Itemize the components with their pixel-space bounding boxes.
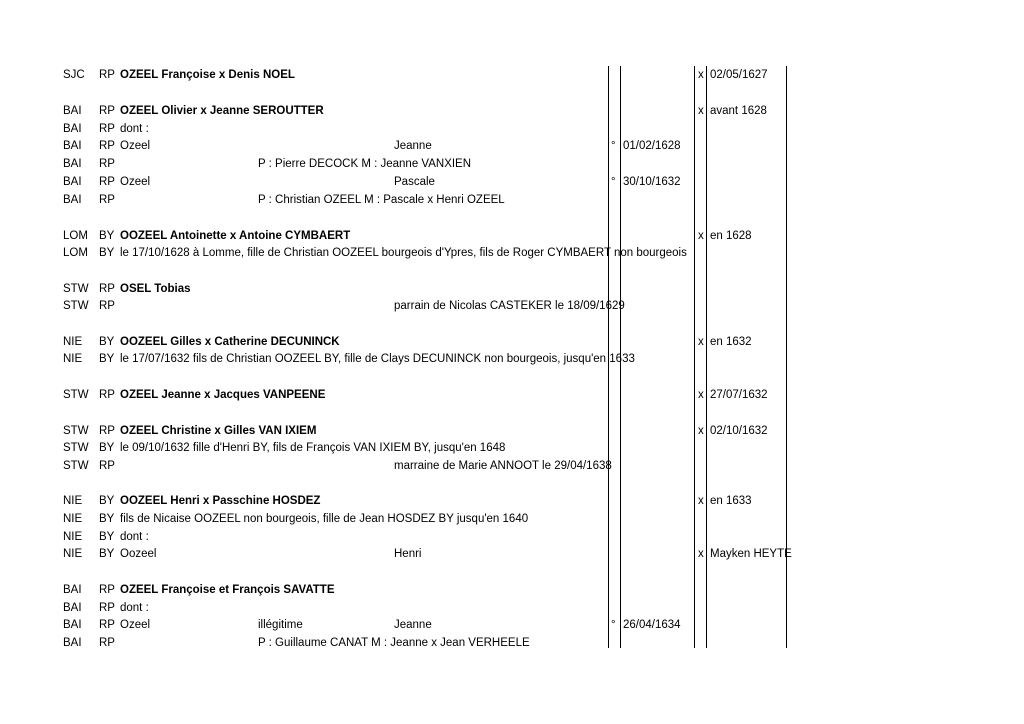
name-cell: Ozeel [120,140,151,152]
code-cell: RP [99,176,115,188]
given-cell: P : Christian OZEEL M : Pascale x Henri OZEEL [258,194,505,206]
code-cell: RP [99,194,115,206]
code-cell: RP [99,637,115,649]
first-name-cell: Pascale [394,176,435,188]
table-row [0,492,1024,510]
place-cell: STW [63,300,89,312]
name-cell: le 17/10/1628 à Lomme, fille de Christian OOZEEL bourgeois d'Ypres, fils de Roger CYMBAERT non bourgeois [120,247,687,259]
code-cell: BY [99,513,115,525]
table-row [0,137,1024,155]
place-cell: BAI [63,602,82,614]
place-cell: BAI [63,176,82,188]
name-cell: dont : [120,602,149,614]
marriage-marker-cell: x [698,105,704,117]
birth-marker-cell: ° [611,176,616,188]
marriage-marker-cell: x [698,425,704,437]
code-cell: RP [99,69,115,81]
name-cell: OOZEEL Gilles x Catherine DECUNINCK [120,336,340,348]
given-cell: illégitime [258,619,303,631]
birth-date-cell: 26/04/1634 [623,619,681,631]
name-cell: Oozeel [120,548,157,560]
code-cell: BY [99,531,115,543]
birth-date-cell: 30/10/1632 [623,176,681,188]
table-row [0,173,1024,191]
place-cell: STW [63,425,89,437]
code-cell: BY [99,548,115,560]
place-cell: LOM [63,230,88,242]
marriage-date-cell: en 1633 [710,495,752,507]
marriage-marker-cell: x [698,389,704,401]
name-cell: OZEEL Françoise x Denis NOEL [120,69,295,81]
marriage-date-cell: 02/05/1627 [710,69,768,81]
place-cell: BAI [63,584,82,596]
place-cell: BAI [63,619,82,631]
place-cell: NIE [63,548,83,560]
code-cell: BY [99,353,115,365]
first-name-cell: Henri [394,548,422,560]
table-row [0,350,1024,368]
code-cell: BY [99,247,115,259]
marriage-marker-cell: x [698,336,704,348]
table-row [0,634,1024,652]
marriage-date-cell: avant 1628 [710,105,767,117]
place-cell: BAI [63,158,82,170]
code-cell: BY [99,495,115,507]
place-cell: STW [63,460,89,472]
name-cell: fils de Nicaise OOZEEL non bourgeois, fille de Jean HOSDEZ BY jusqu'en 1640 [120,513,529,525]
marriage-date-cell: en 1628 [710,230,752,242]
table-row [0,155,1024,173]
table-row [0,439,1024,457]
place-cell: LOM [63,247,88,259]
code-cell: RP [99,460,115,472]
table-row [0,227,1024,245]
table-row [0,191,1024,209]
name-cell: OZEEL Jeanne x Jacques VANPEENE [120,389,326,401]
code-cell: RP [99,425,115,437]
table-row [0,297,1024,315]
marriage-date-cell: 02/10/1632 [710,425,768,437]
place-cell: NIE [63,353,83,365]
marriage-date-cell: 27/07/1632 [710,389,768,401]
marriage-marker-cell: x [698,230,704,242]
table-row [0,528,1024,546]
table-row [0,102,1024,120]
first-name-cell: parrain de Nicolas CASTEKER le 18/09/1629 [394,300,625,312]
name-cell: OZEEL Françoise et François SAVATTE [120,584,335,596]
table-row [0,386,1024,404]
place-cell: NIE [63,495,83,507]
code-cell: RP [99,389,115,401]
first-name-cell: marraine de Marie ANNOOT le 29/04/1638 [394,460,612,472]
marriage-date-cell: en 1632 [710,336,752,348]
table-row [0,66,1024,84]
code-cell: RP [99,300,115,312]
name-cell: le 17/07/1632 fils de Christian OOZEEL BY, fille de Clays DECUNINCK non bourgeois, jusqu'en 1633 [120,353,635,365]
code-cell: BY [99,336,115,348]
name-cell: le 09/10/1632 fille d'Henri BY, fils de François VAN IXIEM BY, jusqu'en 1648 [120,442,506,454]
given-cell: P : Guillaume CANAT M : Jeanne x Jean VERHEELE [258,637,530,649]
table-row [0,244,1024,262]
name-cell: dont : [120,531,149,543]
name-cell: OOZEEL Henri x Passchine HOSDEZ [120,495,321,507]
table-row [0,422,1024,440]
code-cell: RP [99,283,115,295]
code-cell: RP [99,584,115,596]
name-cell: Ozeel [120,176,151,188]
code-cell: RP [99,105,115,117]
name-cell: OSEL Tobias [120,283,191,295]
table-row [0,457,1024,475]
table-row [0,545,1024,563]
code-cell: RP [99,140,115,152]
table-row [0,581,1024,599]
place-cell: NIE [63,336,83,348]
code-cell: BY [99,230,115,242]
birth-date-cell: 01/02/1628 [623,140,681,152]
name-cell: OZEEL Olivier x Jeanne SEROUTTER [120,105,324,117]
code-cell: RP [99,602,115,614]
place-cell: STW [63,283,89,295]
table-row [0,280,1024,298]
table-row [0,616,1024,634]
place-cell: STW [63,442,89,454]
place-cell: STW [63,389,89,401]
place-cell: BAI [63,123,82,135]
place-cell: BAI [63,105,82,117]
name-cell: OZEEL Christine x Gilles VAN IXIEM [120,425,317,437]
marriage-marker-cell: x [698,69,704,81]
code-cell: RP [99,158,115,170]
table-row [0,333,1024,351]
name-cell: dont : [120,123,149,135]
marriage-marker-cell: x [698,548,704,560]
code-cell: RP [99,123,115,135]
first-name-cell: Jeanne [394,140,432,152]
table-row [0,120,1024,138]
code-cell: RP [99,619,115,631]
birth-marker-cell: ° [611,619,616,631]
birth-marker-cell: ° [611,140,616,152]
place-cell: NIE [63,531,83,543]
place-cell: SJC [63,69,85,81]
code-cell: BY [99,442,115,454]
name-cell: Ozeel [120,619,151,631]
table-row [0,510,1024,528]
marriage-marker-cell: x [698,495,704,507]
table-row [0,599,1024,617]
marriage-date-cell: Mayken HEYTE [710,548,792,560]
name-cell: OOZEEL Antoinette x Antoine CYMBAERT [120,230,351,242]
first-name-cell: Jeanne [394,619,432,631]
place-cell: BAI [63,637,82,649]
place-cell: BAI [63,140,82,152]
given-cell: P : Pierre DECOCK M : Jeanne VANXIEN [258,158,472,170]
place-cell: BAI [63,194,82,206]
place-cell: NIE [63,513,83,525]
